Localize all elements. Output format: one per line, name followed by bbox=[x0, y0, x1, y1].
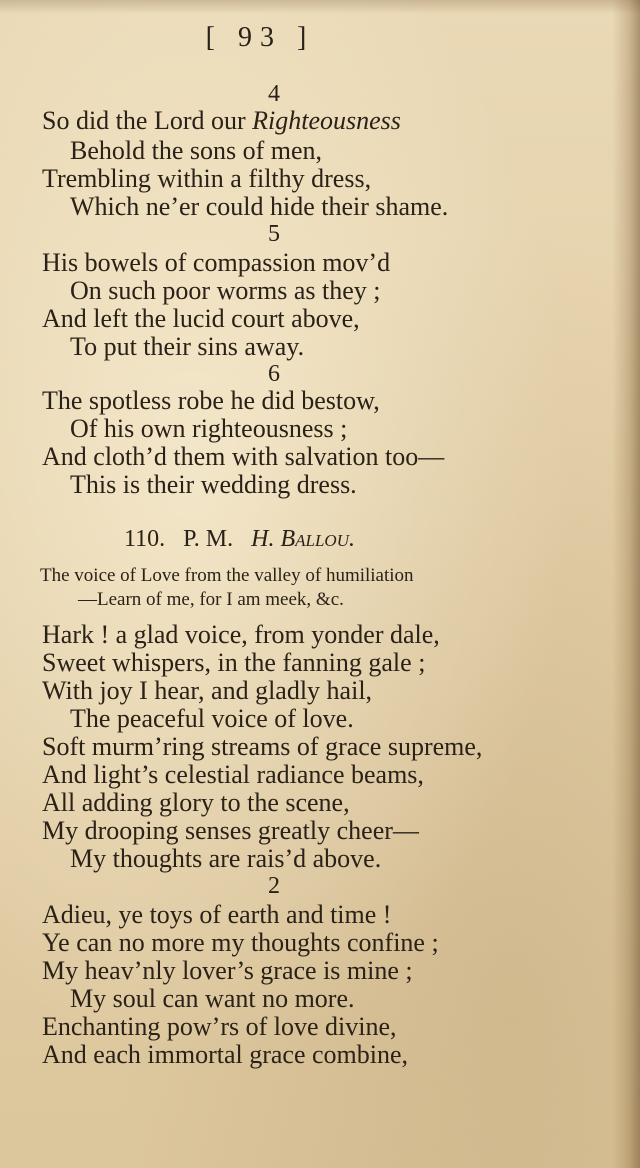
verse-line: Sweet whispers, in the fanning gale ; bbox=[42, 648, 426, 677]
verse-line: My thoughts are rais’d above. bbox=[70, 844, 382, 873]
verse-line: Trembling within a filthy dress, bbox=[42, 164, 372, 193]
page-edge-shadow bbox=[612, 0, 640, 1168]
verse-line: And each immortal grace combine, bbox=[42, 1040, 409, 1069]
stanza-number: 4 bbox=[268, 81, 280, 107]
verse-line: Hark ! a glad voice, from yonder dale, bbox=[42, 620, 440, 649]
verse-line: On such poor worms as they ; bbox=[70, 276, 381, 305]
verse-line: Enchanting pow’rs of love divine, bbox=[42, 1012, 397, 1041]
verse-line: Which ne’er could hide their shame. bbox=[70, 192, 449, 221]
hymn-meter: P. M. bbox=[183, 526, 234, 552]
verse-line: His bowels of compassion mov’d bbox=[42, 248, 391, 277]
hymn-intro-line: The voice of Love from the valley of humiliation bbox=[40, 565, 414, 586]
verse-line: My drooping senses greatly cheer— bbox=[42, 816, 419, 845]
verse-line: My heav’nly lover’s grace is mine ; bbox=[42, 956, 413, 985]
verse-italic-word: Righteousness bbox=[252, 106, 401, 135]
verse-line: And light’s celestial radiance beams, bbox=[42, 760, 424, 789]
verse-line: So did the Lord our Righteousness bbox=[42, 106, 401, 135]
verse-line: And left the lucid court above, bbox=[42, 304, 360, 333]
page-number: [ 93 ] bbox=[205, 22, 315, 53]
verse-line: With joy I hear, and gladly hail, bbox=[42, 676, 373, 705]
hymn-number: 110. bbox=[124, 526, 166, 552]
verse-line: The spotless robe he did bestow, bbox=[42, 386, 380, 415]
verse-line: Soft murm’ring streams of grace supreme, bbox=[42, 732, 483, 761]
verse-line: Of his own righteousness ; bbox=[70, 414, 348, 443]
stanza-number: 5 bbox=[268, 221, 280, 247]
verse-line: To put their sins away. bbox=[70, 332, 305, 361]
verse-line: All adding glory to the scene, bbox=[42, 788, 350, 817]
verse-line: Adieu, ye toys of earth and time ! bbox=[42, 900, 392, 929]
verse-line: This is their wedding dress. bbox=[70, 470, 357, 499]
verse-line: The peaceful voice of love. bbox=[70, 704, 354, 733]
verse-line: And cloth’d them with salvation too— bbox=[42, 442, 445, 471]
stanza-number: 2 bbox=[268, 873, 280, 899]
verse-line: My soul can want no more. bbox=[70, 984, 355, 1013]
stanza-number: 6 bbox=[268, 361, 280, 387]
verse-line: Behold the sons of men, bbox=[70, 136, 323, 165]
verse-line: Ye can no more my thoughts confine ; bbox=[42, 928, 439, 957]
hymn-heading bbox=[124, 526, 355, 553]
hymn-author: H. Ballou. bbox=[251, 526, 355, 552]
hymn-intro-line: —Learn of me, for I am meek, &c. bbox=[78, 589, 344, 610]
page-top-shadow bbox=[0, 0, 640, 14]
